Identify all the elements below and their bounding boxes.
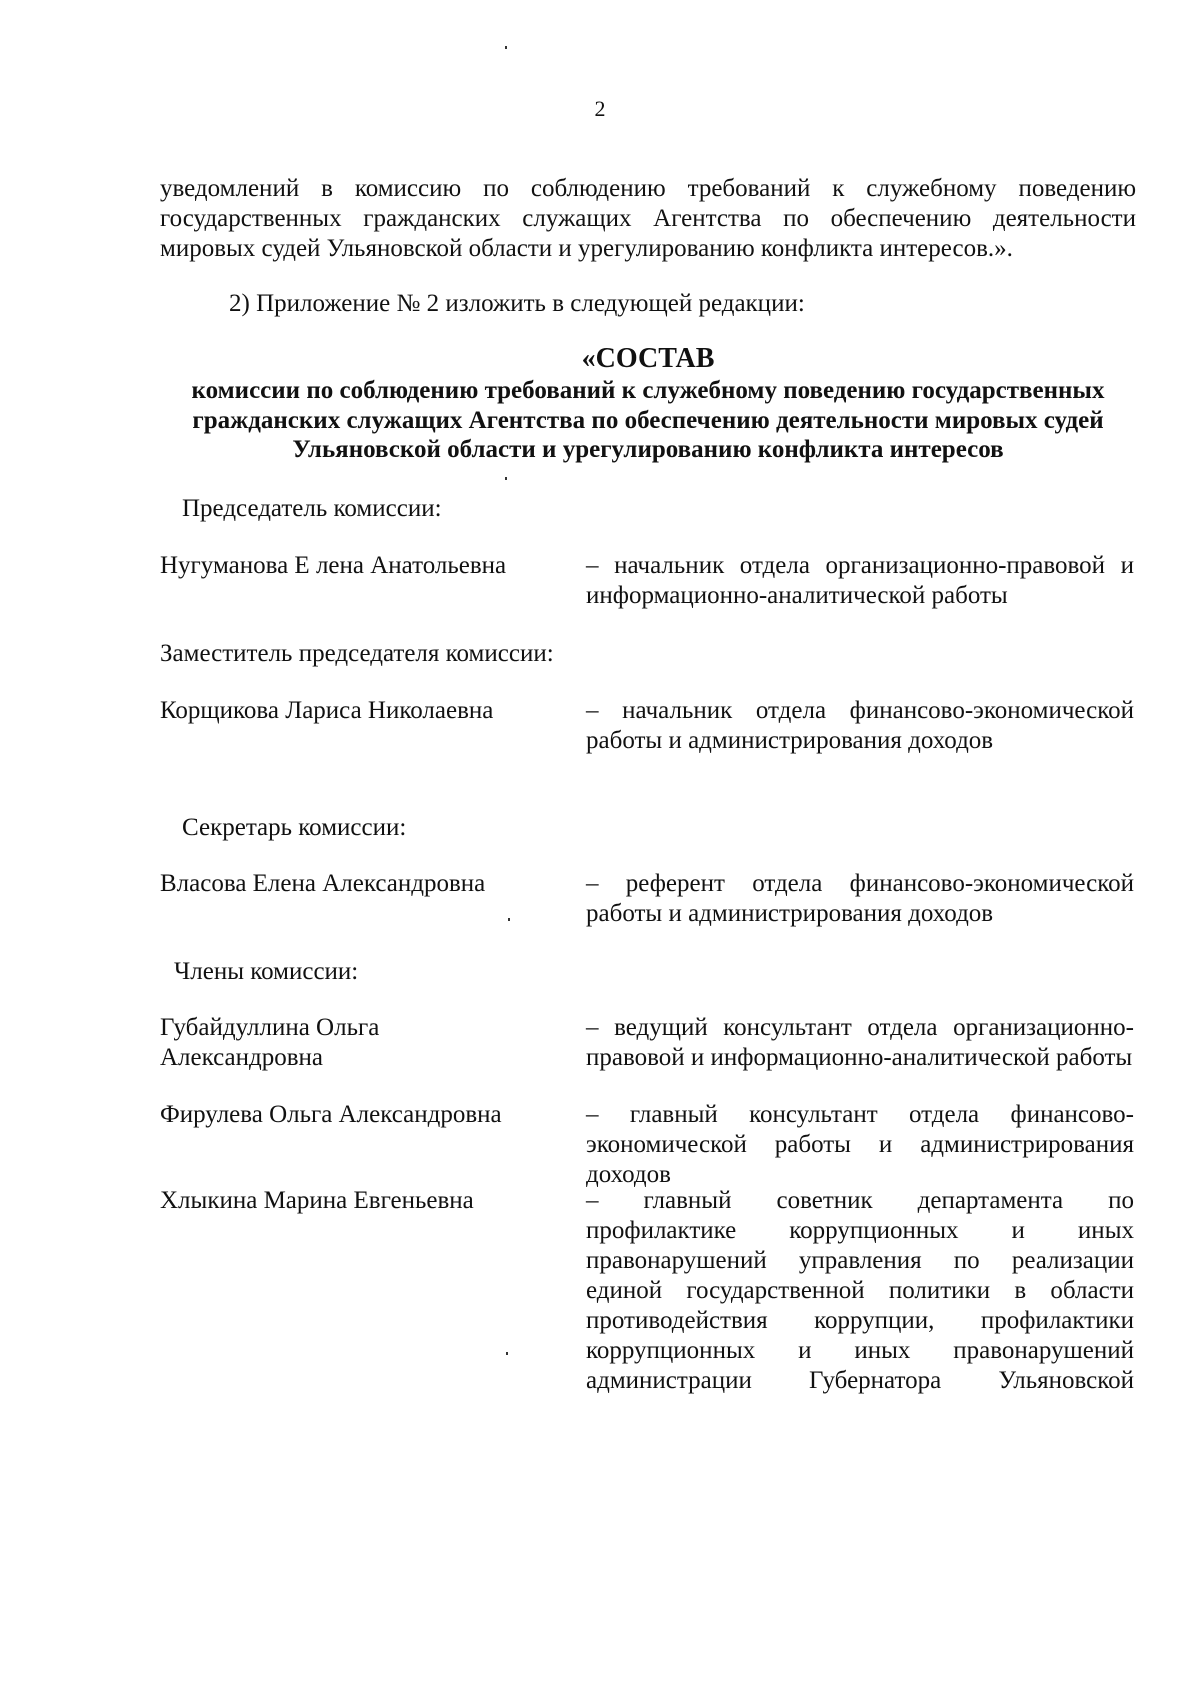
amendment-item-2: 2) Приложение № 2 изложить в следующей редакции: — [229, 290, 805, 317]
scan-speck — [506, 1352, 508, 1355]
deputy-label: Заместитель председателя комиссии: — [160, 640, 554, 667]
secretary-position: – референт отдела финансово-экономической работы и администрирования доходов — [586, 870, 1134, 927]
secretary-name: Власова Елена Александровна — [160, 870, 486, 897]
secretary-label: Секретарь комиссии: — [182, 814, 407, 841]
chair-position: – начальник отдела организационно-правовой и информационно-аналитической работы — [586, 552, 1134, 609]
scan-speck — [505, 477, 507, 480]
deputy-name: Корщикова Лариса Николаевна — [160, 697, 494, 724]
member-position: – главный советник департамента по профилактике коррупционных и иных правонарушений управления по реализации единой государственной политики в области противодействия коррупции, профилактики коррупционных и иных правонарушений администрации Губернатора Ульяновской — [586, 1187, 1134, 1394]
scan-speck — [505, 46, 507, 49]
chair-label: Председатель комиссии: — [182, 495, 442, 522]
member-name: Хлыкина Марина Евгеньевна — [160, 1187, 474, 1214]
page-number: 2 — [594, 96, 606, 121]
composition-heading — [160, 342, 1136, 465]
member-name: Губайдуллина Ольга Александровна — [160, 1014, 380, 1071]
chair-name: Нугуманова Е лена Анатольевна — [160, 552, 507, 579]
deputy-position: – начальник отдела финансово-экономической работы и администрирования доходов — [586, 697, 1134, 754]
members-label: Члены комиссии: — [174, 958, 359, 985]
member-name: Фирулева Ольга Александровна — [160, 1101, 502, 1128]
member-position: – главный консультант отдела финансово-экономической работы и администрирования доходов — [586, 1101, 1134, 1188]
heading-title: «СОСТАВ — [581, 343, 715, 374]
scan-speck — [508, 918, 510, 921]
member-position: – ведущий консультант отдела организационно-правовой и информационно-аналитической работы — [586, 1014, 1134, 1071]
heading-subtitle: комиссии по соблюдению требований к служебному поведению государственных гражданских служащих Агентства по обеспечению деятельности мировых судей Ульяновской области и урегулированию конфликта интересов — [191, 377, 1105, 463]
intro-paragraph: уведомлений в комиссию по соблюдению требований к служебному поведению государственных гражданских служащих Агентства по обеспечению деятельности мировых судей Ульяновской области и урегулированию конфликта интересов.». — [160, 175, 1136, 262]
